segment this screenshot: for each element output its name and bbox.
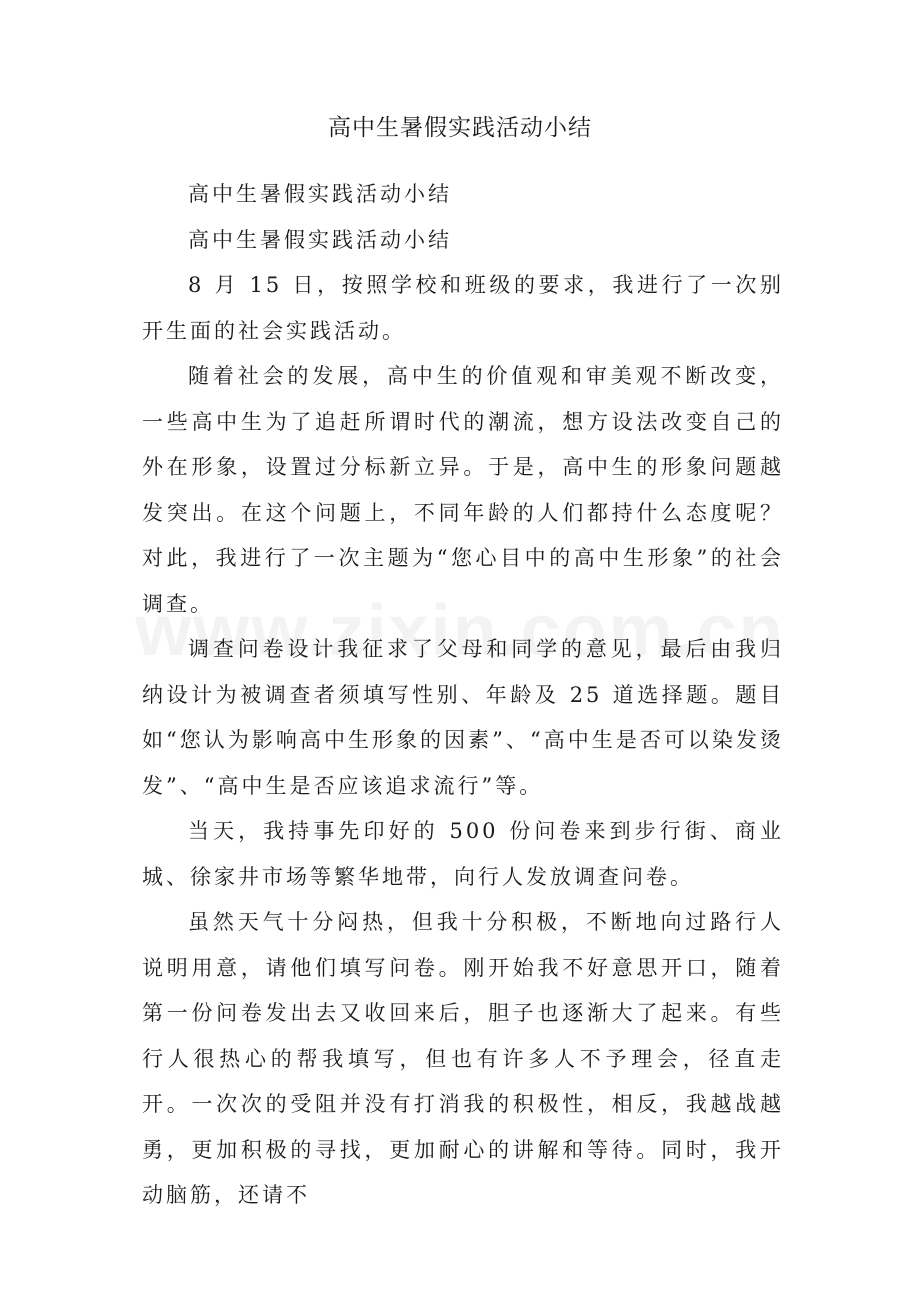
paragraph: 随着社会的发展，高中生的价值观和审美观不断改变，一些高中生为了追赶所谓时代的潮流，想方设法改变自己的外在形象，设置过分标新立异。于是，高中生的形象问题越发突出。在这个问题上，不同年龄的人们都持什么态度呢？对此，我进行了一次主题为“您心目中的高中生形象”的社会调查。 — [142, 364, 784, 616]
paragraph: 调查问卷设计我征求了父母和同学的意见，最后由我归纳设计为被调查者须填写性别、年龄及 25 道选择题。题目如“您认为影响高中生形象的因素”、“高中生是否可以染发烫发”、“高中生是否应该追求流行”等。 — [142, 637, 784, 798]
paragraph: 高中生暑假实践活动小结 — [188, 227, 452, 252]
document-body — [142, 172, 784, 1219]
paragraph: 虽然天气十分闷热，但我十分积极，不断地向过路行人说明用意，请他们填写问卷。刚开始我不好意思开口，随着第一份问卷发出去又收回来后，胆子也逐渐大了起来。有些行人很热心的帮我填写，但也有许多人不予理会，径直走开。一次次的受阻并没有打消我的积极性，相反，我越战越勇，更加积极的寻找，更加耐心的讲解和等待。同时，我开动脑筋，还请不 — [142, 910, 784, 1207]
paragraph: 高中生暑假实践活动小结 — [188, 182, 452, 206]
paragraph: 8 月 15 日，按照学校和班级的要求，我进行了一次别开生面的社会实践活动。 — [142, 273, 784, 343]
document-title: 高中生暑假实践活动小结 — [328, 115, 592, 141]
paragraph: 当天，我持事先印好的 500 份问卷来到步行街、商业城、徐家井市场等繁华地带，向行人发放调查问卷。 — [142, 819, 784, 889]
